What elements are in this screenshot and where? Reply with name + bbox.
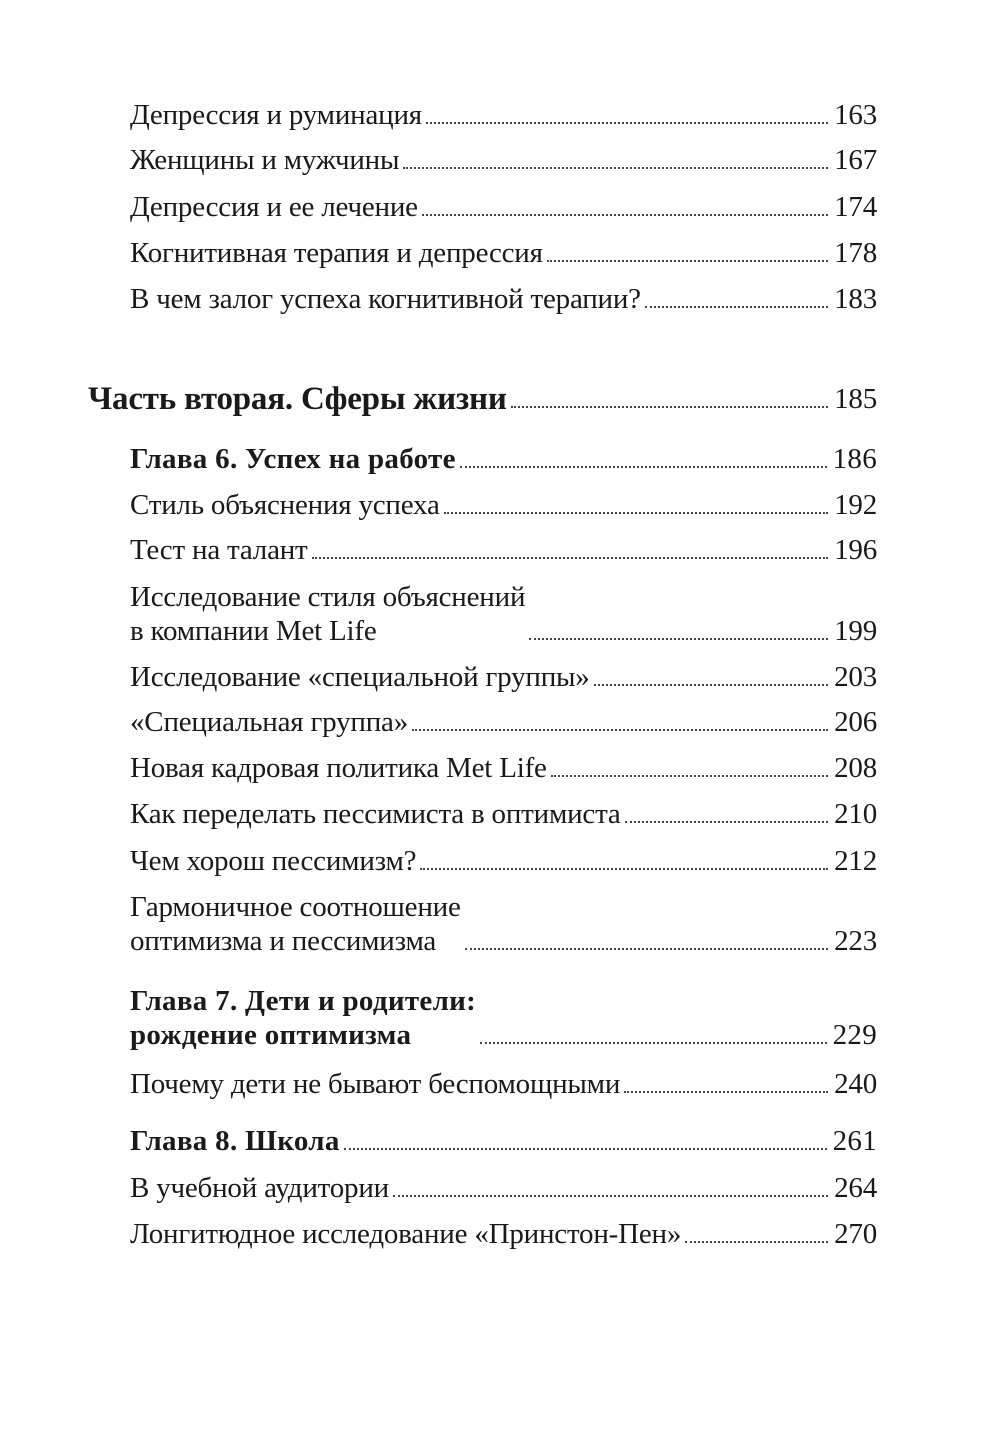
toc-entry [130,282,877,316]
toc-entry [130,143,877,177]
toc-entry-title-line: Глава 7. Дети и родители: [130,985,477,1017]
toc-entry-title: Чем хорош пессимизм? [130,845,417,877]
toc-entry-title: Стиль объяснения успеха [130,489,440,521]
toc-page-number: 203 [834,661,877,693]
toc-entry [130,751,877,785]
toc-entry [130,488,877,522]
toc-entry-title: Новая кадровая политика Met Life [130,752,547,784]
dot-leader [393,1194,828,1197]
toc-page-number: 199 [834,615,877,647]
toc-entry-title: В чем залог успеха когнитивной терапии? [130,283,641,315]
toc-entry-title: Как переделать пессимиста в оптимиста [130,798,621,830]
dot-leader [422,213,828,216]
toc-page-number: 223 [834,925,877,957]
toc-entry-title: Глава 8. Школа [130,1125,340,1157]
toc-page-number: 212 [834,845,877,877]
dot-leader [312,556,829,559]
toc-entry-title: Депрессия и руминация [130,99,422,131]
dot-leader [444,511,828,514]
toc-entry-title: Почему дети не бывают беспомощными [130,1068,621,1100]
toc-page-number: 185 [834,383,877,415]
toc-entry-title: Депрессия и ее лечение [130,191,418,223]
dot-leader [625,820,829,823]
toc-entry [130,1171,877,1205]
toc-entry [130,890,877,958]
toc-entry-title: Лонгитюдное исследование «Принстон-Пен» [130,1218,682,1250]
dot-leader [460,465,827,468]
toc-entry [130,1217,877,1251]
toc-page-number: 210 [834,798,877,830]
dot-leader [624,1090,828,1093]
dot-leader [547,259,828,262]
dot-leader [465,947,828,950]
toc-page-number: 206 [834,706,877,738]
toc-entry [130,844,877,878]
toc-chapter-heading [130,984,877,1052]
toc-entry-title-line: оптимизма и пессимизма [130,925,437,957]
toc-entry-title: Женщины и мужчины [130,144,400,176]
toc-page-number: 240 [834,1068,877,1100]
toc-entry-title: Глава 6. Успех на работе [130,443,456,475]
dot-leader [551,774,828,777]
toc-entry [130,190,877,224]
toc-page-number: 163 [834,99,877,131]
dot-leader [412,728,828,731]
toc-entry-title: Исследование «специальной группы» [130,661,590,693]
toc-entry-title: Тест на талант [130,534,308,566]
toc-entry [130,98,877,132]
toc-entry-title-line: в компании Met Life [130,615,377,647]
dot-leader [426,121,828,124]
toc-entry-title: «Специальная группа» [130,706,408,738]
toc-page-number: 208 [834,752,877,784]
toc-entry-title: Когнитивная терапия и депрессия [130,237,543,269]
toc-page-number: 261 [832,1125,877,1157]
dot-leader [685,1240,828,1243]
toc-page-number: 264 [834,1172,877,1204]
toc-entry-title-line: Исследование стиля объяснений [130,581,526,613]
toc-page-number: 174 [834,191,877,223]
toc-part-heading [88,382,877,416]
dot-leader [529,637,828,640]
toc-page-number: 167 [834,144,877,176]
dot-leader [594,683,828,686]
toc-entry [130,797,877,831]
toc-entry [130,705,877,739]
dot-leader [511,405,828,408]
toc-page-number: 270 [834,1218,877,1250]
dot-leader [403,166,828,169]
toc-chapter-heading [130,1124,877,1158]
toc-entry [130,1067,877,1101]
toc-page-number: 196 [834,534,877,566]
dot-leader [645,305,828,308]
toc-entry [130,533,877,567]
toc-entry-title-line: Гармоничное соотношение [130,891,461,923]
toc-page-number: 229 [832,1019,877,1051]
toc-entry [130,660,877,694]
toc-entry [130,236,877,270]
toc-entry-title-line: рождение оптимизма [130,1019,412,1051]
toc-page-number: 183 [834,283,877,315]
toc-page-number: 192 [834,489,877,521]
toc-page-number: 178 [834,237,877,269]
dot-leader [480,1041,826,1044]
toc-entry-title: В учебной аудитории [130,1172,389,1204]
toc-entry-title: Часть вторая. Сферы жизни [88,381,507,417]
toc-entry [130,580,877,648]
toc-chapter-heading [130,442,877,476]
dot-leader [420,867,828,870]
toc-page-number: 186 [832,443,877,475]
dot-leader [344,1147,827,1150]
